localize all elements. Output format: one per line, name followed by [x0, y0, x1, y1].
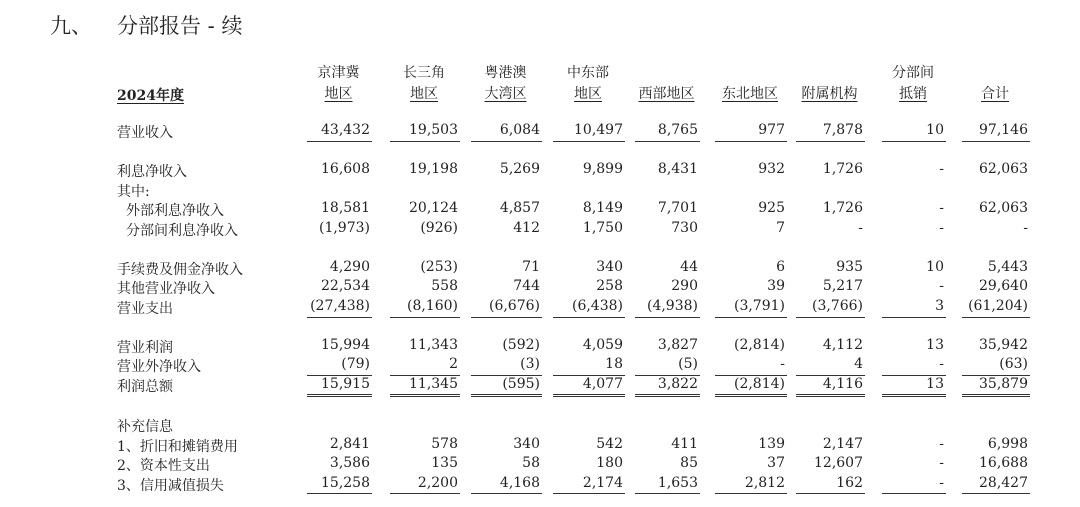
table-cell: 12,607 [814, 455, 863, 471]
row-label: 营业利润 [117, 340, 173, 356]
table-cell: 542 [596, 436, 623, 452]
table-cell: (2,814) [733, 376, 785, 392]
table-cell: 2,812 [744, 475, 785, 491]
table-cell: 97,146 [979, 122, 1028, 138]
table-cell: 290 [671, 278, 698, 294]
table-cell: (3,766) [811, 298, 863, 314]
column-header [880, 63, 946, 105]
table-cell: 558 [431, 278, 458, 294]
table-cell: - [1023, 220, 1028, 236]
double-underline [796, 394, 865, 397]
row-label: 分部间利息净收入 [126, 223, 238, 239]
underline [390, 317, 460, 318]
table-cell: 3,822 [657, 376, 698, 392]
table-cell: 139 [758, 436, 785, 452]
column-header-line2: 地区 [410, 86, 438, 102]
column-header-line2: 抵销 [899, 86, 927, 102]
table-cell: 412 [513, 220, 540, 236]
table-cell: 85 [680, 455, 698, 471]
table-cell: - [939, 200, 944, 216]
underline [962, 493, 1030, 494]
table-cell: 8,149 [582, 200, 623, 216]
row-label: 3、信用减值损失 [117, 478, 224, 494]
table-cell: - [939, 436, 944, 452]
table-cell: 58 [522, 455, 540, 471]
table-cell: 935 [836, 259, 863, 275]
column-header-line2: 附属机构 [801, 86, 858, 102]
table-cell: (79) [341, 356, 370, 372]
table-cell: 340 [513, 436, 540, 452]
row-label: 补充信息 [117, 419, 173, 435]
underline [553, 375, 625, 376]
underline [635, 375, 700, 376]
underline [307, 375, 372, 376]
underline [796, 375, 865, 376]
table-cell: (2,814) [733, 337, 785, 353]
table-cell: (3) [520, 356, 540, 372]
table-cell: 28,427 [979, 475, 1028, 491]
table-cell: 16,608 [321, 161, 370, 177]
column-header [388, 63, 460, 105]
column-header [713, 63, 787, 105]
table-cell: 15,915 [321, 376, 370, 392]
row-label: 营业外净收入 [117, 359, 201, 375]
underline [882, 493, 946, 494]
table-cell: 925 [758, 200, 785, 216]
table-cell: 1,726 [822, 200, 863, 216]
double-underline [390, 394, 460, 397]
table-cell: 3 [935, 298, 944, 314]
table-cell: (4,938) [646, 298, 698, 314]
table-cell: (926) [420, 220, 458, 236]
column-header [305, 63, 372, 105]
underline [307, 493, 372, 494]
table-cell: 2,174 [582, 475, 623, 491]
underline [471, 141, 542, 142]
table-cell: (3,791) [733, 298, 785, 314]
table-cell: (6,676) [488, 298, 540, 314]
underline [962, 375, 1030, 376]
underline [796, 317, 865, 318]
underline [553, 493, 625, 494]
table-cell: 10 [926, 259, 944, 275]
table-cell: 43,432 [321, 122, 370, 138]
table-cell: 4 [854, 356, 863, 372]
table-cell: 3,586 [329, 455, 370, 471]
underline [635, 141, 700, 142]
table-cell: - [939, 220, 944, 236]
underline [796, 141, 865, 142]
table-cell: 5,217 [822, 278, 863, 294]
underline [635, 493, 700, 494]
table-cell: 744 [513, 278, 540, 294]
table-cell: (253) [420, 259, 458, 275]
table-cell: 5,269 [499, 161, 540, 177]
underline [307, 317, 372, 318]
table-cell: 7 [776, 220, 785, 236]
underline [882, 375, 946, 376]
table-cell: 19,503 [409, 122, 458, 138]
column-header-line2: 大湾区 [484, 86, 527, 102]
table-cell: 2 [449, 356, 458, 372]
underline [715, 375, 787, 376]
underline [715, 317, 787, 318]
table-cell: (8,160) [406, 298, 458, 314]
underline [471, 317, 542, 318]
table-cell: - [939, 455, 944, 471]
table-cell: (5) [678, 356, 698, 372]
table-cell: 71 [522, 259, 540, 275]
table-cell: (63) [999, 356, 1028, 372]
table-cell: - [939, 161, 944, 177]
table-cell: 35,942 [979, 337, 1028, 353]
table-cell: 2,841 [329, 436, 370, 452]
underline [882, 141, 946, 142]
column-header-line1 [960, 63, 1030, 84]
table-cell: 5,443 [987, 259, 1028, 275]
double-underline [553, 394, 625, 397]
underline [390, 141, 460, 142]
underline [962, 317, 1030, 318]
column-header-line1 [794, 63, 865, 84]
table-cell: 4,077 [582, 376, 623, 392]
column-header-line1: 中东部 [567, 65, 609, 81]
underline [553, 141, 625, 142]
column-header-line1: 京津冀 [317, 65, 360, 81]
table-cell: 20,124 [409, 200, 458, 216]
table-cell: 8,765 [657, 122, 698, 138]
row-label: 2、资本性支出 [117, 458, 210, 474]
table-cell: (595) [502, 376, 540, 392]
table-cell: 18 [605, 356, 623, 372]
underline [471, 493, 542, 494]
table-cell: 135 [431, 455, 458, 471]
underline [796, 493, 865, 494]
table-cell: 7,878 [822, 122, 863, 138]
table-cell: 62,063 [979, 200, 1028, 216]
table-cell: 932 [758, 161, 785, 177]
table-cell: 578 [431, 436, 458, 452]
row-label: 手续费及佣金净收入 [117, 262, 243, 278]
table-cell: 62,063 [979, 161, 1028, 177]
table-cell: (592) [502, 337, 540, 353]
column-header [469, 63, 542, 105]
double-underline [471, 394, 542, 397]
table-cell: 8,431 [657, 161, 698, 177]
table-cell: 4,112 [822, 337, 863, 353]
table-cell: 15,258 [321, 475, 370, 491]
table-cell: - [939, 475, 944, 491]
table-cell: 258 [596, 278, 623, 294]
column-header-line2: 地区 [574, 86, 602, 102]
column-header-line2: 地区 [324, 86, 353, 102]
table-cell: 37 [767, 455, 785, 471]
row-label: 利润总额 [117, 379, 173, 395]
underline [635, 317, 700, 318]
table-cell: 11,345 [409, 376, 458, 392]
table-cell: 4,059 [582, 337, 623, 353]
table-cell: 3,827 [657, 337, 698, 353]
table-cell: - [939, 278, 944, 294]
table-cell: - [939, 356, 944, 372]
table-cell: 4,168 [499, 475, 540, 491]
column-header-line1 [633, 63, 700, 84]
table-cell: 1,726 [822, 161, 863, 177]
double-underline [307, 394, 372, 397]
table-cell: 162 [836, 475, 863, 491]
table-cell: 1,750 [582, 220, 623, 236]
table-cell: 180 [596, 455, 623, 471]
table-cell: 4,116 [822, 376, 863, 392]
table-cell: 4,857 [499, 200, 540, 216]
table-cell: 977 [758, 122, 785, 138]
row-label: 其他营业净收入 [117, 281, 215, 297]
table-cell: 18,581 [321, 200, 370, 216]
table-cell: 340 [596, 259, 623, 275]
table-cell: 6,998 [987, 436, 1028, 452]
row-label: 外部利息净收入 [126, 203, 224, 219]
table-cell: - [858, 220, 863, 236]
table-cell: 22,534 [321, 278, 370, 294]
table-cell: 7,701 [657, 200, 698, 216]
table-cell: 6 [776, 259, 785, 275]
table-cell: 16,688 [979, 455, 1028, 471]
column-header-line2: 西部地区 [638, 86, 695, 102]
row-label: 其中: [117, 184, 150, 200]
table-cell: 4,290 [329, 259, 370, 275]
row-label: 利息净收入 [117, 164, 187, 180]
column-header-line1: 长三角 [403, 65, 445, 81]
column-header [551, 63, 625, 105]
column-header-line2: 东北地区 [722, 86, 778, 102]
underline [715, 493, 787, 494]
table-cell: 15,994 [321, 337, 370, 353]
year-label: 2024年度 [117, 88, 184, 104]
underline [882, 317, 946, 318]
table-cell: 730 [671, 220, 698, 236]
underline [715, 141, 787, 142]
table-cell: 6,084 [499, 122, 540, 138]
section-title: 分部报告 - 续 [117, 14, 243, 38]
section-number: 九、 [50, 14, 92, 38]
column-header-line1: 粤港澳 [484, 65, 527, 81]
underline [553, 317, 625, 318]
column-header [794, 63, 865, 105]
column-header-line1: 分部间 [892, 65, 934, 81]
table-cell: (27,438) [310, 298, 370, 314]
table-cell: 39 [767, 278, 785, 294]
table-cell: 13 [926, 376, 944, 392]
column-header-line2: 合计 [981, 86, 1009, 102]
table-cell: 10,497 [574, 122, 623, 138]
underline [471, 375, 542, 376]
row-label: 1、折旧和摊销费用 [117, 439, 238, 455]
table-cell: (6,438) [571, 298, 623, 314]
table-cell: (61,204) [968, 298, 1028, 314]
underline [307, 141, 372, 142]
row-label: 营业收入 [117, 125, 173, 141]
column-header [633, 63, 700, 105]
table-cell: 1,653 [657, 475, 698, 491]
double-underline [715, 394, 787, 397]
double-underline [962, 394, 1030, 397]
double-underline [635, 394, 700, 397]
table-cell: 10 [926, 122, 944, 138]
underline [390, 375, 460, 376]
table-cell: 19,198 [409, 161, 458, 177]
table-cell: 44 [680, 259, 698, 275]
table-cell: 411 [671, 436, 698, 452]
table-cell: 35,879 [979, 376, 1028, 392]
column-header-line1 [713, 63, 787, 84]
underline [390, 493, 460, 494]
table-cell: 11,343 [409, 337, 458, 353]
column-header [960, 63, 1030, 105]
underline [962, 141, 1030, 142]
table-cell: 2,147 [822, 436, 863, 452]
table-cell: (1,973) [318, 220, 370, 236]
table-cell: - [780, 356, 785, 372]
table-cell: 29,640 [979, 278, 1028, 294]
row-label: 营业支出 [117, 301, 173, 317]
table-cell: 2,200 [417, 475, 458, 491]
double-underline [882, 394, 946, 397]
table-cell: 13 [926, 337, 944, 353]
table-cell: 9,899 [582, 161, 623, 177]
